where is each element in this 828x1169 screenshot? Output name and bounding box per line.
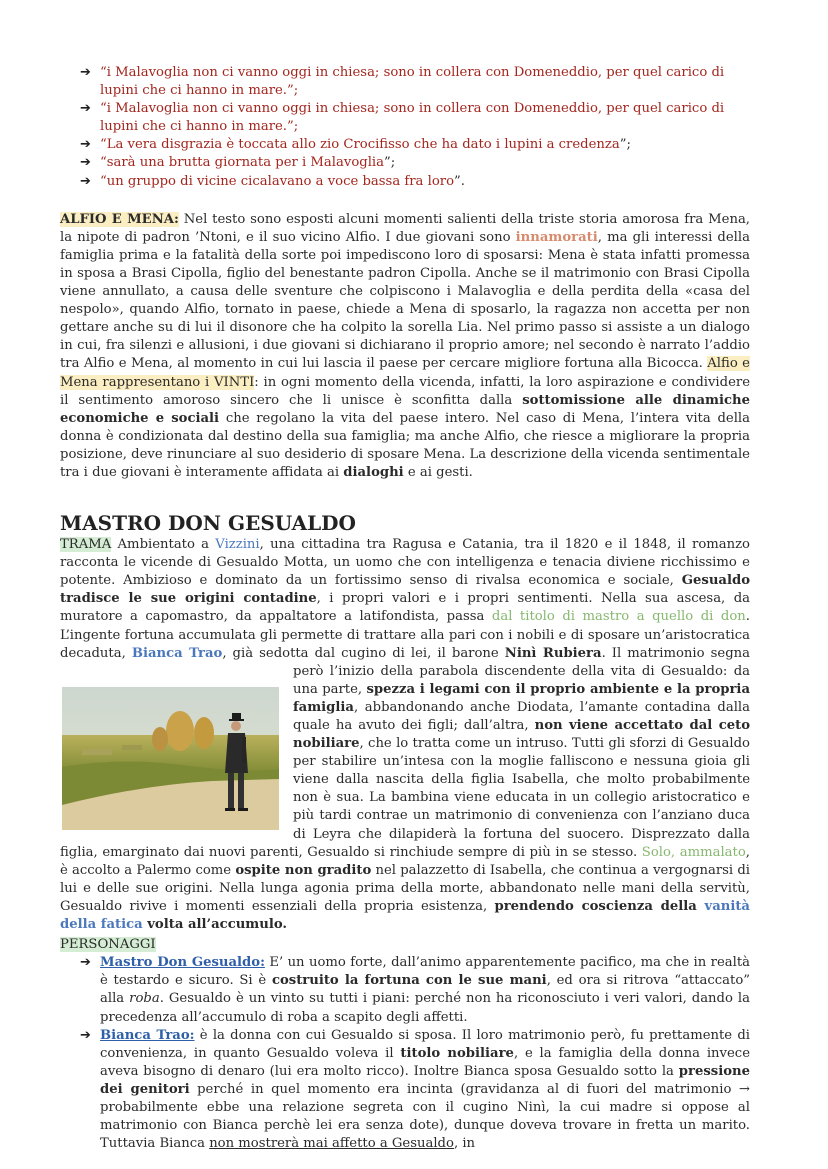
list-item: ➔ “i Malavoglia non ci vanno oggi in chiesa; sono in collera con Domeneddio, per quel carico di lupini che ci hanno in mare.”; — [80, 65, 725, 99]
list-item: ➔ “i Malavoglia non ci vanno oggi in chiesa; sono in collera con Domeneddio, per quel carico di lupini che ci hanno in mare.”; — [80, 101, 725, 135]
section-title: MASTRO DON GESUALDO — [60, 511, 356, 536]
trama-paragraph: TRAMA Ambientato a Vizzini, una cittadina tra Ragusa e Catania, tra il 1820 e il 1848, il romanzo racconta le vicende di Gesualdo Motta, un uomo che con intelligenza e tenacia diviene ricchissimo e potente. Ambizioso e dominato da un fortissimo senso di rivalsa economica e sociale, Gesualdo tradisce le sue origini contadine, i propri valori e i propri sentimenti. Nella sua ascesa, da muratore a capomastro, da appaltatore a latifondista, passa dal titolo di mastro a quello di don. L’ingente fortuna accumulata gli permette di trattare alla pari con i nobili e di sposare un’aristocratica decaduta, Bianca Trao, già sedotta dal cugino di lei, il barone Ninì Rubiera . Il matrimonio segna però l’inizio della parabola discendente della vita di Gesualdo: da una parte, spezza i legami con il proprio ambiente e la propria famiglia, abbandonando anche Diodata, l’amante contadina dalla quale ha avuto dei figli; dall’altra, non viene accettato dal ceto nobiliare, che lo tratta come un intruso. Tutti gli sforzi di Gesualdo per stabilire un’intesa con la moglie falliscono e nessuna gioia gli viene dalla nascita della figlia Isabella, che molto probabilmente non è sua. La bambina viene educata in un collegio aristocratico e più tardi contrae un matrimonio di convenienza con l’anziano duca di Leyra che dilapiderà la fortuna del suocero. Disprezzato dalla figlia, emarginato dai nuovi parenti, Gesualdo si rinchiude sempre di più in se stesso. Solo, ammalato, è accolto a Palermo come ospite non gradito nel palazzetto di Isabella, che continua a vergognarsi di lui e delle sue origini. Nella lunga agonia prima della morte, abbandonato nelle mani della servitù, Gesualdo rivive i momenti essenziali della propria esistenza, prendendo coscienza della vanità della fatica volta all’accumulo. — [60, 537, 751, 933]
arrow-icon: ➔ — [80, 137, 91, 153]
document-page — [60, 64, 750, 1153]
personaggi-label: PERSONAGGI — [60, 937, 156, 953]
arrow-icon: ➔ — [80, 155, 91, 171]
list-item: ➔ “sarà una brutta giornata per i Malavoglia”; — [60, 154, 750, 172]
arrow-icon: ➔ — [80, 173, 91, 189]
arrow-icon: ➔ — [80, 65, 91, 80]
list-item: ➔ Mastro Don Gesualdo: E’ un uomo forte, dall’animo apparentemente pacifico, ma che in realtà è testardo e sicuro. Si è costruito la fortuna con le sue mani, ed ora si ritrova “attaccato” alla roba. Gesualdo è un vinto su tutti i piani: perché non ha riconosciuto i veri valori, dando la precedenza all’accumulo di roba a scapito degli affetti. — [80, 955, 751, 1025]
alfio-mena-paragraph: ALFIO E MENA: Nel testo sono esposti alcuni momenti salienti della triste storia amorosa fra Mena, la nipote di padron ’Ntoni, e il suo vicino Alfio. I due giovani sono innamorati, ma gli interessi della famiglia prima e la fatalità della sorte poi impediscono loro di sposarsi: Mena è stata infatti promessa in sposa a Brasi Cipolla, figlio del benestante padron Cipolla. Anche se il matrimonio con Brasi Cipolla viene annullato, a causa delle sventure che colpiscono i Malavoglia e della perdita della «casa del nespolo», quando Alfio, tornato in paese, chiede a Mena di sposarlo, la ragazza non accetta per non gettare anche su di lui il disonore che ha colpito la sorella Lia. Nel primo passo si assiste a un dialogo in cui, fra silenzi e allusioni, i due giovani si dichiarano il proprio amore; nel secondo è narrato l’addio tra Alfio e Mena, al momento in cui lui lascia il paese per cercare migliore fortuna alla Bicocca. Alfio e Mena rappresentano i VINTI: in ogni momento della vicenda, infatti, la loro aspirazione e condividere il sentimento amoroso sincero che li unisce è sconfitta dalla sottomissione alle dinamiche economiche e sociali che regolano la vita del paese intero. Nel caso di Mena, l’intera vita della donna è condizionata dal destino della sua famiglia; ma anche Alfio, che riesce a migliorare la propria posizione, deve rinunciare al suo desiderio di sposare Mena. La descrizione della vicenda sentimentale tra i due giovani è interamente affidata ai dialoghi e ai gesti. — [60, 211, 751, 480]
quotes-list — [60, 64, 750, 191]
list-item: ➔ “un gruppo di vicine cicalavano a voce bassa fra loro”. — [60, 173, 750, 191]
character-name-bianca: Bianca Trao: — [100, 1027, 195, 1043]
arrow-icon: ➔ — [80, 1027, 91, 1043]
arrow-icon: ➔ — [80, 955, 91, 971]
alfio-mena-label: ALFIO E MENA: — [60, 211, 179, 227]
painting-image — [62, 687, 279, 830]
personaggi-heading — [60, 936, 750, 954]
characters-list — [60, 954, 750, 1153]
arrow-icon: ➔ — [80, 101, 91, 117]
character-name-gesualdo: Mastro Don Gesualdo: — [100, 955, 265, 971]
trama-label: TRAMA — [60, 537, 112, 553]
list-item: ➔ “La vera disgrazia è toccata allo zio Crocifisso che ha dato i lupini a credenza”; — [60, 136, 750, 154]
list-item: ➔ Bianca Trao: è la donna con cui Gesualdo si sposa. Il loro matrimonio però, fu prettamente di convenienza, in quanto Gesualdo voleva il titolo nobiliare, e la famiglia della donna invece aveva bisogno di denaro (lui era molto ricco). Inoltre Bianca sposa Gesualdo sotto la pressione dei genitori perché in quel momento era incinta (gravidanza al di fuori del matrimonio → probabilmente ebbe una relazione segreta con il cugino Ninì, la cui madre si oppose al matrimonio con Bianca perchè lei era senza dote), dunque doveva trovare in fretta un marito. Tuttavia Bianca non mostrerà mai affetto a Gesualdo, in — [80, 1027, 751, 1152]
